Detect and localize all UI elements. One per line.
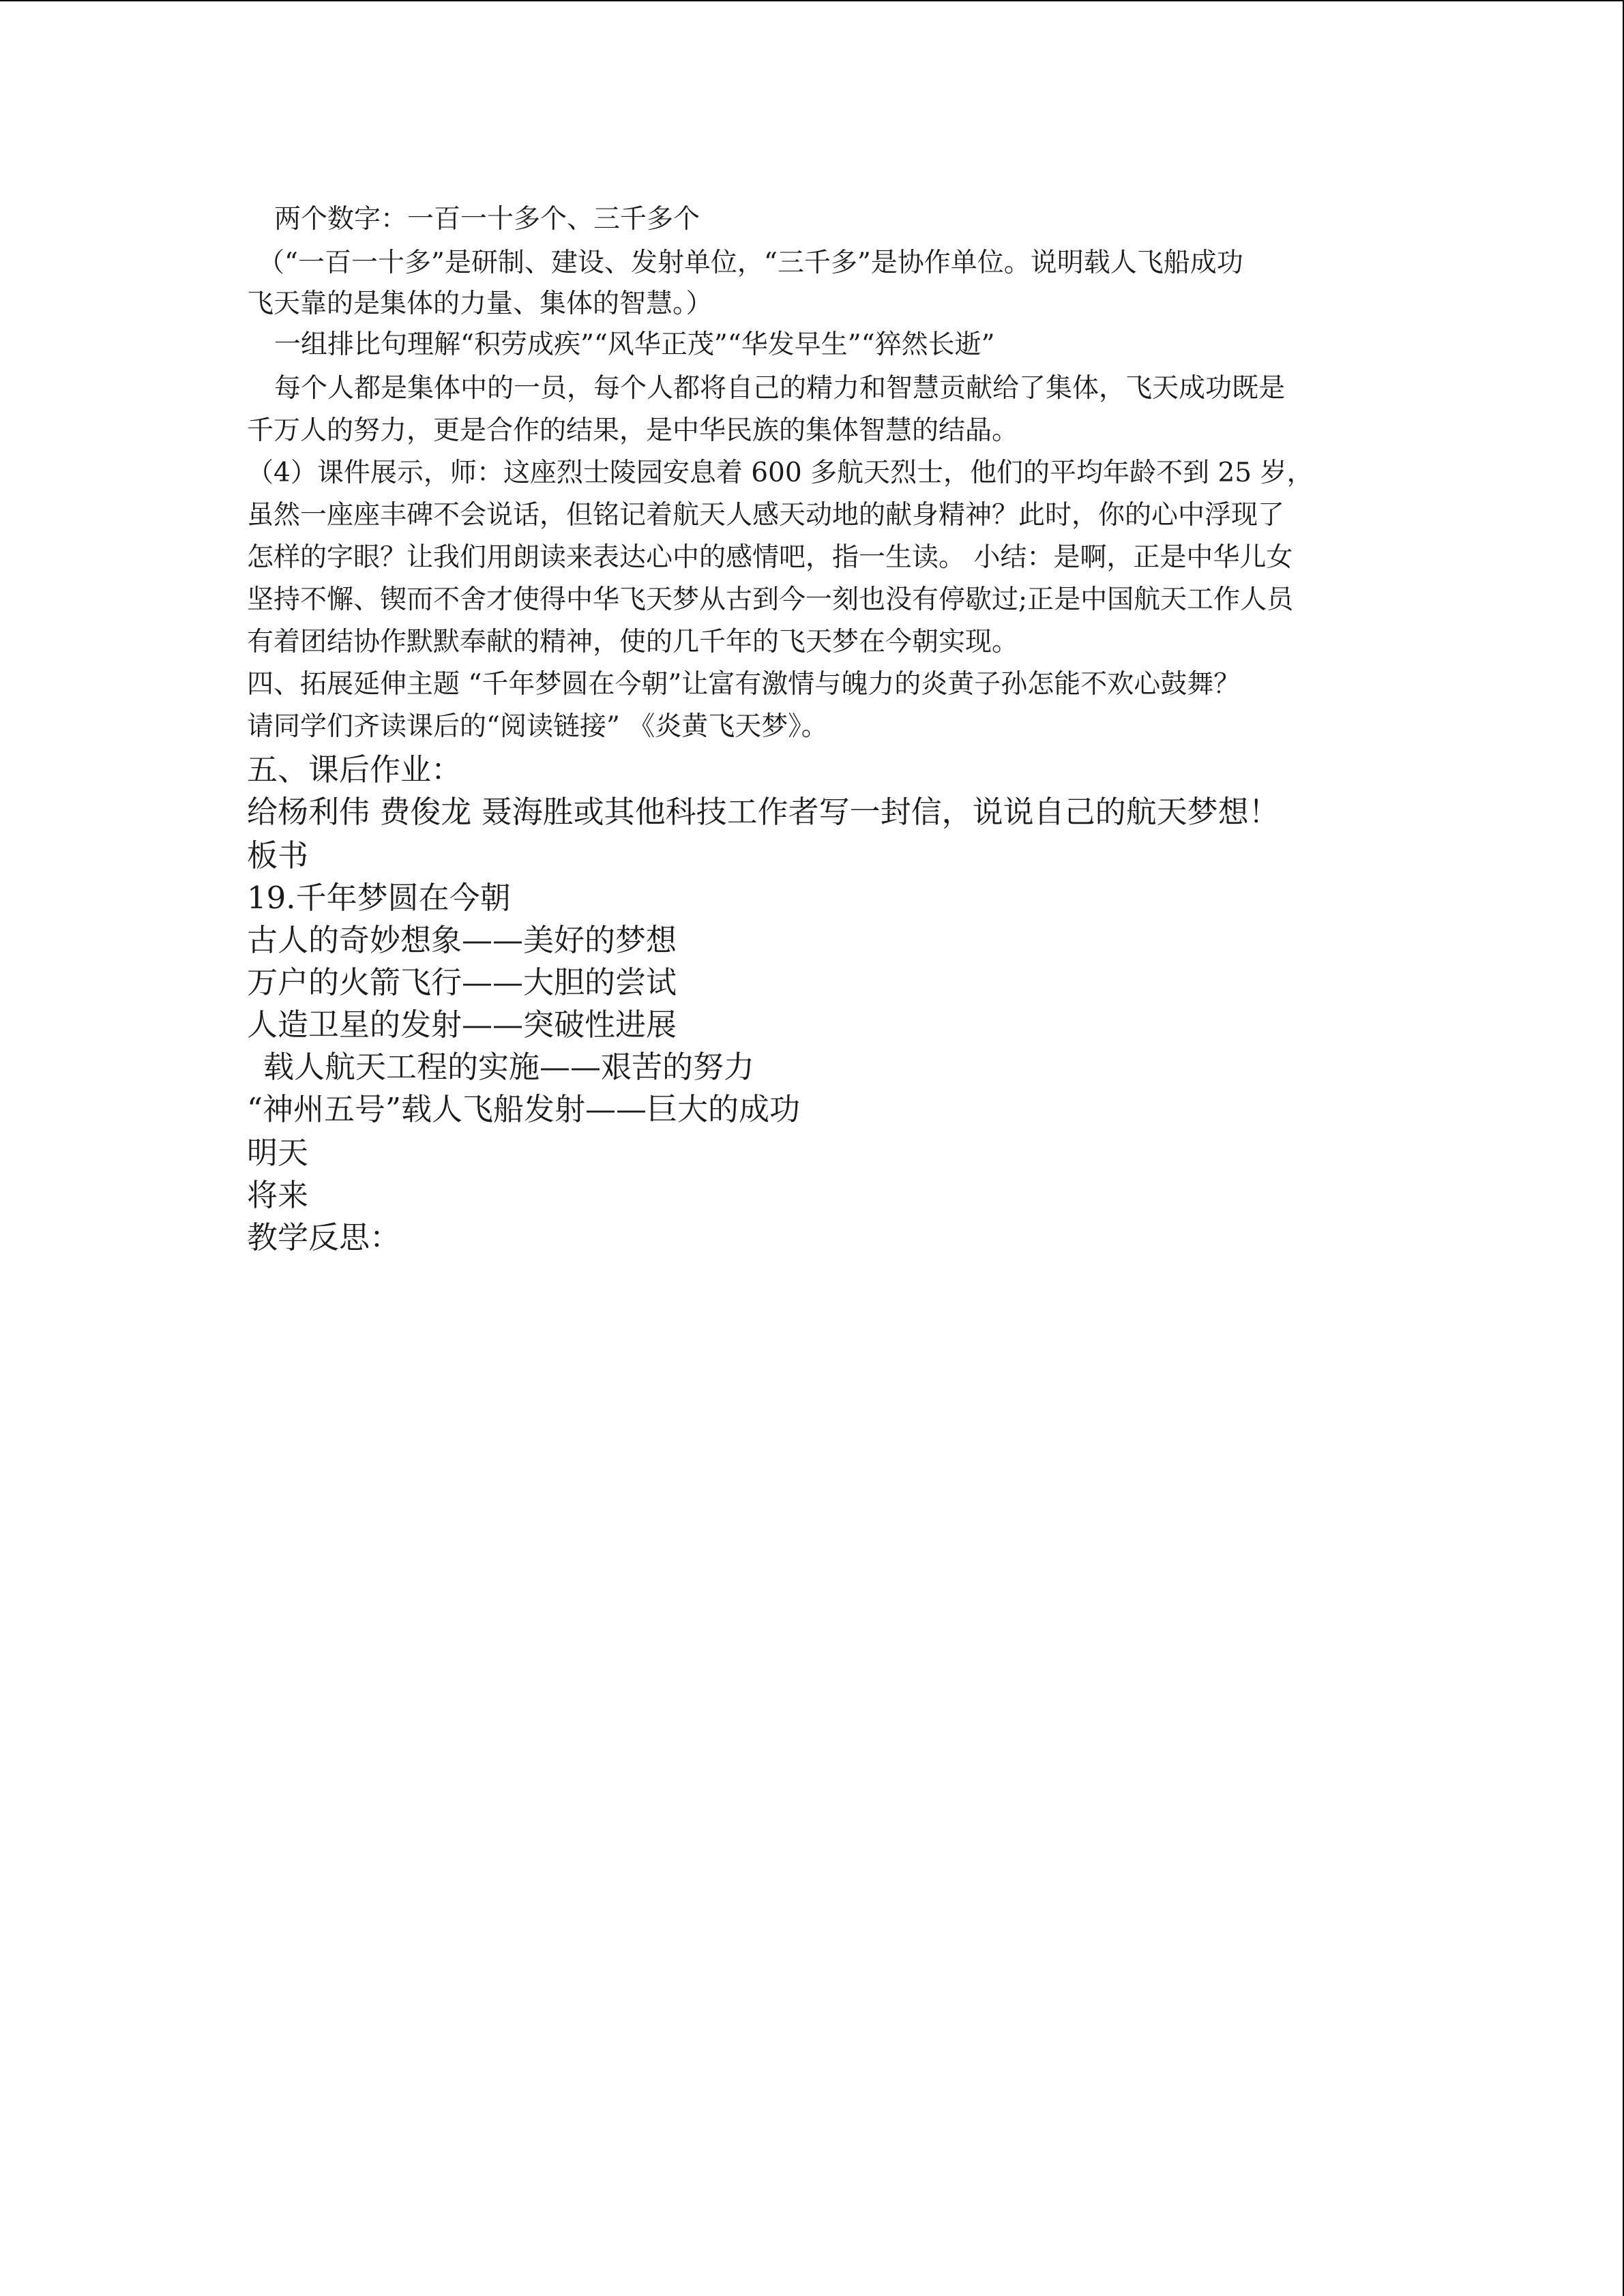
text-line: 虽然一座座丰碑不会说话，但铭记着航天人感天动地的献身精神？此时，你的心中浮现了 [247,500,1285,531]
section-heading: 四、拓展延伸主题 “千年梦圆在今朝”让富有激情与魄力的炎黄子孙怎能不欢心鼓舞？ [247,669,1241,700]
text-line: 怎样的字眼？让我们用朗读来表达心中的感情吧，指一生读。 小结：是啊，正是中华儿女 [247,542,1293,573]
text-line: 一组排比句理解“积劳成疾”“风华正茂”“华发早生”“猝然长逝” [274,329,995,360]
board-item: 明天 [247,1135,309,1171]
text-line: 每个人都是集体中的一员，每个人都将自己的精力和智慧贡献给了集体，飞天成功既是 [274,373,1286,404]
text-line: 飞天靠的是集体的力量、集体的智慧。） [247,288,713,319]
text-line: （“一百一十多”是研制、建设、发射单位，“三千多”是协作单位。说明载人飞船成功 [258,248,1243,278]
section-heading: 教学反思： [247,1219,401,1255]
text-line: 千万人的努力，更是合作的结果，是中华民族的集体智慧的结晶。 [247,415,1019,446]
board-item: 古人的奇妙想象——美好的梦想 [247,922,677,958]
section-heading: 五、课后作业： [247,751,462,788]
board-item: 将来 [247,1177,309,1213]
page-top-border [0,0,1624,1]
board-title: 19.千年梦圆在今朝 [247,880,511,916]
text-line: （4）课件展示，师：这座烈士陵园安息着 600 多航天烈士，他们的平均年龄不到 25 岁， [247,458,1314,488]
text-line: 给杨利伟 费俊龙 聂海胜或其他科技工作者写一封信，说说自己的航天梦想！ [247,794,1280,830]
board-item: 万户的火箭飞行——大胆的尝试 [247,964,677,1000]
board-item: “神州五号”载人飞船发射——巨大的成功 [247,1091,801,1127]
text-line: 请同学们齐读课后的“阅读链接” 《炎黄飞天梦》。 [247,711,828,742]
board-item: 载人航天工程的实施——艰苦的努力 [263,1049,755,1085]
text-line: 坚持不懈、锲而不舍才使得中华飞天梦从古到今一刻也没有停歇过;正是中国航天工作人员 [247,584,1294,615]
board-item: 人造卫星的发射——突破性进展 [247,1007,677,1043]
section-heading: 板书 [247,837,309,874]
text-line: 两个数字：一百一十多个、三千多个 [274,204,700,235]
text-line: 有着团结协作默默奉献的精神，使的几千年的飞天梦在今朝实现。 [247,627,1019,657]
